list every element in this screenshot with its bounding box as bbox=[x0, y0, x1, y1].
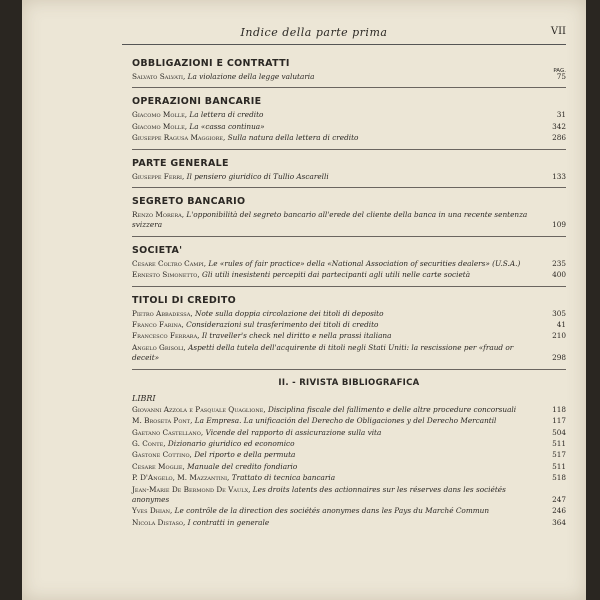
page-number: VII bbox=[550, 26, 566, 37]
entry-page-number: 235 bbox=[552, 258, 566, 268]
entry-author: Nicola Distaso, bbox=[132, 517, 186, 527]
entry-title: L'opponibilità del segreto bancario all'erede del cliente della banca in una recente sentenza svizzera bbox=[132, 210, 528, 230]
index-section bbox=[132, 295, 566, 370]
index-entry bbox=[132, 485, 566, 506]
part-two-title: II. - RIVISTA BIBLIOGRAFICA bbox=[278, 377, 420, 388]
section-divider bbox=[132, 149, 566, 150]
entry-author: P. D'Angelo, M. Mazzantini, bbox=[132, 473, 230, 483]
section-divider bbox=[132, 236, 566, 237]
index-entry bbox=[132, 309, 566, 319]
section-heading: OBBLIGAZIONI E CONTRATTI bbox=[132, 58, 290, 69]
part-two-section bbox=[132, 378, 566, 528]
entry-title: Il traveller's check nel diritto e nella prassi italiana bbox=[201, 331, 392, 341]
entry-title: La Empresa. La unificación del Derecho de Obligaciones y del Derecho Mercantil bbox=[194, 416, 497, 426]
entry-author: Gastone Cottino, bbox=[132, 450, 192, 460]
index-section bbox=[132, 96, 566, 149]
running-title: Indice della parte prima bbox=[240, 26, 388, 39]
entry-page-number: 109 bbox=[552, 220, 566, 230]
entry-page-number: 518 bbox=[552, 473, 566, 483]
index-entry bbox=[132, 416, 566, 426]
section-heading: SEGRETO BANCARIO bbox=[132, 196, 246, 208]
entry-title: Gli utili inesistenti percepiti dai partecipanti agli utili nelle carte società bbox=[202, 270, 471, 280]
index-entry bbox=[132, 210, 566, 231]
index-entry bbox=[132, 450, 566, 460]
entry-title: Aspetti della tutela dell'acquirente di titoli negli Stati Uniti: la rescissione per «fraud or deceit» bbox=[132, 342, 514, 363]
entry-page-number: 342 bbox=[552, 121, 566, 131]
entry-author: Cesare Moglie, bbox=[132, 461, 185, 471]
entry-author: Cesare Coltro Campi, bbox=[132, 258, 207, 268]
index-section bbox=[132, 158, 566, 188]
entry-page-number: 118 bbox=[552, 404, 566, 414]
book-page bbox=[22, 0, 586, 600]
index-entry bbox=[132, 518, 566, 528]
entry-author: Jean-Marie De Bermond De Vaulx, bbox=[132, 484, 251, 494]
index-entry bbox=[132, 133, 566, 143]
index-entry bbox=[132, 122, 566, 132]
entry-title: Considerazioni sul trasferimento dei titoli di credito bbox=[186, 320, 379, 330]
entry-page-number: 511 bbox=[552, 438, 566, 448]
entry-title: Del riporto e della permuta bbox=[194, 450, 296, 460]
index-entry bbox=[132, 506, 566, 516]
entry-author: Giacomo Molle, bbox=[132, 121, 188, 131]
entry-page-number: 298 bbox=[552, 353, 566, 363]
entry-author: Franco Farina, bbox=[132, 320, 184, 330]
entry-author: Giuseppe Ferri, bbox=[132, 171, 185, 181]
entry-page-number: 246 bbox=[552, 506, 566, 516]
section-divider bbox=[132, 369, 566, 370]
section-divider bbox=[132, 87, 566, 88]
entry-page-number: 75 bbox=[556, 72, 566, 81]
entry-page-number: 133 bbox=[552, 171, 566, 181]
entry-author: Salvato Salvati, bbox=[132, 72, 186, 81]
entry-page-number: 31 bbox=[556, 110, 566, 120]
entry-title: Dizionario giuridico ed economico bbox=[167, 438, 295, 448]
subsection-heading: LIBRI bbox=[132, 393, 156, 403]
index-entry bbox=[132, 259, 566, 269]
entry-page-number: 400 bbox=[552, 270, 566, 280]
section-heading: TITOLI DI CREDITO bbox=[132, 294, 237, 306]
entry-title: Vicende del rapporto di assicurazione sulla vita bbox=[205, 427, 382, 437]
entry-page-number: 210 bbox=[552, 331, 566, 341]
entry-title: La «cassa continua» bbox=[189, 121, 265, 131]
index-entry bbox=[132, 68, 566, 82]
entry-author: Giacomo Molle, bbox=[132, 110, 188, 120]
entry-page-number: 286 bbox=[552, 133, 566, 143]
entry-author: Renzo Morera, bbox=[132, 210, 185, 220]
index-content bbox=[132, 50, 566, 529]
index-entry bbox=[132, 428, 566, 438]
section-heading: PARTE GENERALE bbox=[132, 157, 229, 169]
index-entry bbox=[132, 270, 566, 280]
page-column-label: PAG. bbox=[553, 68, 566, 74]
index-entry bbox=[132, 473, 566, 483]
index-entry bbox=[132, 320, 566, 330]
entry-author: M. Broseta Pont, bbox=[132, 416, 193, 426]
entry-author: Ernesto Simonetto, bbox=[132, 270, 200, 280]
index-entry bbox=[132, 462, 566, 472]
entry-author: Giuseppe Ragusa Maggiore, bbox=[132, 133, 226, 143]
index-entry bbox=[132, 405, 566, 415]
entry-title: Trattato di tecnica bancaria bbox=[231, 473, 336, 483]
section-heading: SOCIETA' bbox=[132, 244, 183, 256]
entry-author: Pietro Abbadessa, bbox=[132, 308, 193, 318]
entry-title: Les droits latents des actionnaires sur les réserves dans les sociétés anonymes bbox=[132, 484, 506, 504]
entry-title: Note sulla doppia circolazione dei titoli di deposito bbox=[194, 308, 384, 318]
entry-page-number: 247 bbox=[552, 494, 566, 504]
entry-author: Francesco Ferrara, bbox=[132, 331, 200, 341]
entry-page-number: 517 bbox=[552, 450, 566, 460]
index-section bbox=[132, 245, 566, 287]
entry-title: La violazione della legge valutaria bbox=[187, 72, 315, 81]
page-header bbox=[122, 24, 566, 45]
index-entry bbox=[132, 343, 566, 364]
index-section bbox=[132, 196, 566, 237]
entry-title: I contratti in generale bbox=[187, 517, 270, 527]
section-divider bbox=[132, 286, 566, 287]
entry-title: Le contrôle de la direction des sociétés anonymes dans les Pays du Marché Commun bbox=[174, 506, 490, 516]
entry-author: G. Conte, bbox=[132, 438, 166, 448]
entry-page-number: 117 bbox=[552, 416, 566, 426]
entry-title: La lettera di credito bbox=[189, 110, 264, 120]
entry-page-number: 364 bbox=[552, 517, 566, 527]
index-entry bbox=[132, 331, 566, 341]
entry-title: Manuale del credito fondiario bbox=[187, 461, 298, 471]
entry-author: Gaetano Castellano, bbox=[132, 427, 204, 437]
index-entry bbox=[132, 110, 566, 120]
section-divider bbox=[132, 187, 566, 188]
entry-title: Sulla natura della lettera di credito bbox=[227, 133, 359, 143]
entry-author: Angelo Grisoli, bbox=[132, 342, 186, 352]
entry-page-number: 305 bbox=[552, 308, 566, 318]
entry-author: Giovanni Azzola e Pasquale Quaglione, bbox=[132, 404, 266, 414]
entry-title: Il pensiero giuridico di Tullio Ascarelli bbox=[186, 171, 329, 181]
entry-title: Disciplina fiscale del fallimento e delle altre procedure concorsuali bbox=[268, 404, 517, 414]
index-entry bbox=[132, 439, 566, 449]
entry-page-number: 504 bbox=[552, 427, 566, 437]
entry-title: Le «rules of fair practice» della «National Association of securities dealers» (U.S.A.) bbox=[208, 258, 521, 268]
entry-page-number: 511 bbox=[552, 461, 566, 471]
index-section bbox=[132, 58, 566, 88]
index-entry bbox=[132, 172, 566, 182]
entry-page-number: 41 bbox=[556, 320, 566, 330]
entry-author: Yves Dhian, bbox=[132, 506, 173, 516]
section-heading: OPERAZIONI BANCARIE bbox=[132, 96, 262, 108]
